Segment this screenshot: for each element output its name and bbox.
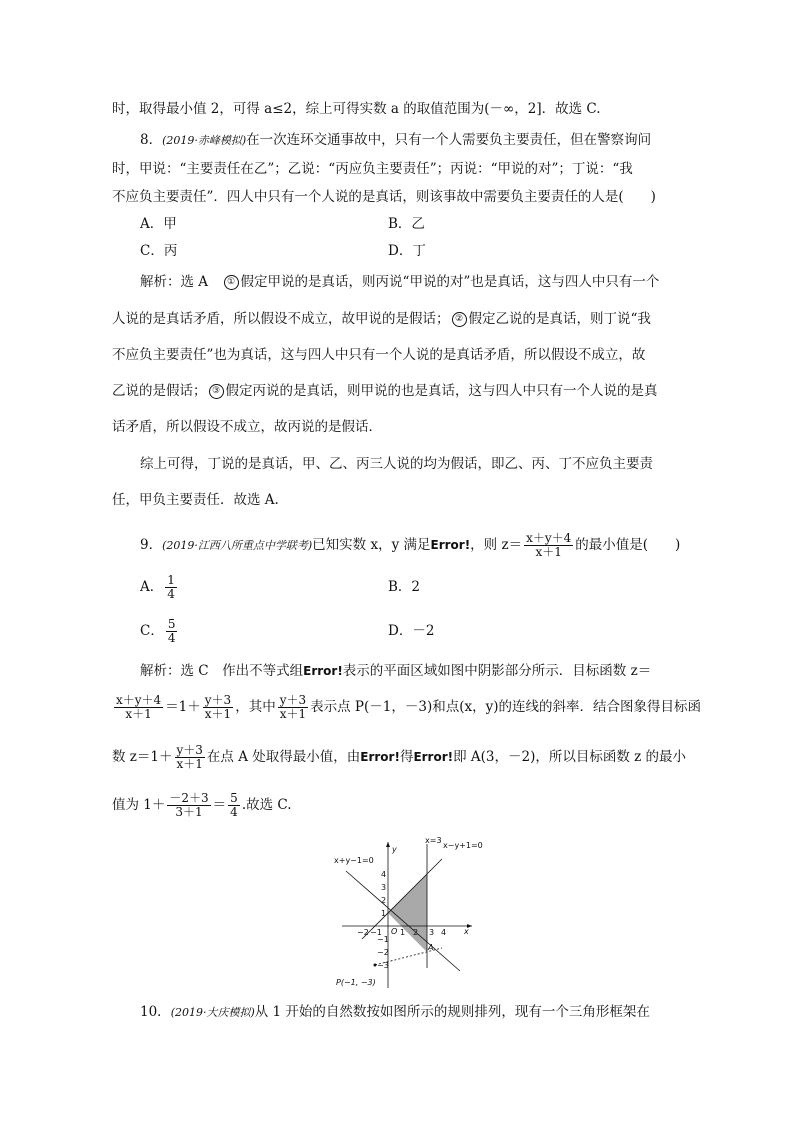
q8-analysis-line5: 话矛盾，所以假设不成立，故丙说的是假话．	[112, 419, 382, 435]
q9-option-c-frac	[166, 618, 178, 645]
q8-option-b: B．乙	[388, 216, 425, 232]
q9-sol-frac5-num: －2＋3	[169, 791, 209, 805]
q9-stem	[140, 530, 680, 561]
q8-stem-line3: 不应负主要责任”．四人中只有一个人说的是真话，则该事故中需要负主要责任的人是( )	[112, 189, 656, 205]
q9-sol-2mid: ，其中	[235, 699, 276, 715]
label-x-equals-3: x=3	[425, 836, 442, 845]
q10-number: 10．	[140, 1004, 171, 1020]
q10-text: 从 1 开始的自然数按如图所示的规则排列，现有一个三角形框架在	[254, 1004, 650, 1020]
q8-option-d: D．丁	[388, 243, 426, 259]
q8-stem-line1	[140, 131, 651, 150]
q9-option-c-num: 5	[167, 617, 176, 631]
q10-source: (2019·大庆模拟)	[170, 1006, 255, 1019]
x-tick: 2	[413, 928, 419, 937]
q10-stem	[140, 1003, 650, 1022]
q8-analysis-text4a: 乙说的是假话；	[112, 383, 207, 399]
error-placeholder: Error!	[303, 664, 343, 678]
q8-analysis-lead: 解析：选 A	[140, 274, 222, 290]
y-axis-arrow	[386, 842, 390, 847]
circle-mark-1: ①	[224, 275, 239, 290]
q8-analysis-line3: 不应负主要责任”也为真话，这与四人中只有一个人说的是真话矛盾，所以假设不成立，故	[112, 347, 646, 363]
q9-sol-frac6-num: 5	[230, 791, 238, 805]
label-P: P(−1, −3)	[336, 978, 376, 987]
q9-option-d: D．－2	[388, 623, 435, 639]
q9-sol-frac6	[228, 792, 240, 819]
q9-sol-frac1-den: x＋1	[125, 707, 152, 721]
feasible-region-graph	[330, 828, 490, 998]
q8-analysis-line1	[140, 273, 659, 291]
q9-option-a-num: 1	[167, 573, 175, 587]
q8-analysis-text4b: 假定丙说的是真话，则甲说的也是真话，这与四人中只有一个人说的是真	[225, 383, 658, 399]
q9-option-b: B．2	[388, 579, 421, 595]
q9-option-a-frac	[165, 574, 177, 601]
q9-sol-4c: .故选 C.	[241, 797, 292, 813]
q9-option-a-den: 4	[167, 587, 175, 601]
x-tick: 3	[429, 928, 435, 937]
circle-mark-3: ③	[209, 384, 224, 399]
error-placeholder: Error!	[430, 538, 471, 552]
q9-sol-frac3	[278, 694, 308, 721]
q8-analysis-line2	[112, 310, 651, 328]
q9-sol-frac3-num: y＋3	[279, 693, 307, 707]
label-x-plus-y-minus-1: x+y−1=0	[334, 856, 374, 865]
x-tick: −2	[357, 928, 369, 937]
q8-stem-text: 在一次连环交通事故中，只有一个人需要负主要责任，但在警察询问	[246, 132, 652, 148]
q9-option-c-den: 4	[167, 631, 176, 645]
x-tick: 4	[441, 928, 447, 937]
q9-solution-line1	[140, 662, 651, 680]
q9-solution-line4	[112, 790, 292, 820]
q8-number: 8．	[140, 132, 163, 148]
q9-sol-4b: ＝	[212, 797, 227, 813]
label-x-minus-y-plus-1: x−y+1=0	[443, 841, 483, 850]
q9-sol-frac4	[175, 744, 205, 771]
q9-sol-frac4-num: y＋3	[176, 743, 203, 757]
q9-solution-line3	[112, 742, 686, 772]
y-tick: −3	[377, 961, 389, 970]
q8-analysis-text2b: 假定乙说的是真话，则丁说“我	[468, 311, 651, 327]
q8-source: (2019·赤峰模拟)	[162, 134, 247, 147]
y-tick: 2	[381, 896, 387, 905]
q9-sol-frac1	[114, 694, 163, 721]
label-x: x	[464, 927, 469, 936]
prev-answer-line: 时，取得最小值 2，可得 a≤2，综上可得实数 a 的取值范围为(－∞，2]．故选 C.	[112, 101, 601, 117]
q9-frac-num: x＋y＋4	[526, 531, 572, 545]
q9-sol-frac4-den: x＋1	[176, 757, 203, 771]
q9-sol-3c: 得	[399, 749, 414, 765]
q8-summary-line2: 任，甲负主要责任．故选 A.	[112, 492, 279, 508]
y-tick: −1	[377, 935, 389, 944]
q9-option-c-label: C．	[140, 623, 164, 639]
q8-summary-line1: 综上可得，丁说的是真话，甲、乙、丙三人说的均为假话，即乙、丙、丁不应负主要责	[140, 456, 653, 472]
q9-sol-frac6-den: 4	[230, 805, 238, 819]
q9-number: 9．	[140, 537, 163, 553]
q9-option-a	[140, 572, 179, 602]
q9-sol-frac1-num: x＋y＋4	[116, 693, 162, 707]
q9-sol-4a: 值为 1＋	[112, 797, 166, 813]
error-placeholder: Error!	[360, 750, 400, 764]
q8-option-c: C．丙	[140, 243, 178, 259]
y-tick: −2	[377, 948, 389, 957]
q8-analysis-text1: 假定甲说的是真话，则丙说“甲说的对”也是真话，这与四人中只有一个	[240, 274, 660, 290]
q9-source: (2019·江西八所重点中学联考)	[162, 539, 313, 552]
q9-sol-2tail: 表示点 P(－1，－3)和点(x，y)的连线的斜率．结合图象得目标函	[310, 699, 701, 715]
q9-solution-line2	[112, 692, 701, 722]
y-tick: 3	[381, 883, 387, 892]
q9-sol-frac2-num: y＋3	[204, 693, 232, 707]
line-x-plus-y-minus-1	[346, 871, 460, 971]
q9-sol-1b: 表示的平面区域如图中阴影部分所示．目标函数 z＝	[342, 663, 652, 679]
q8-analysis-line4	[112, 382, 658, 400]
q9-stem-c: 的最小值是( )	[575, 537, 681, 553]
x-tick: −1	[370, 928, 382, 937]
q9-sol-3b: 在点 A 处取得最小值，由	[206, 749, 361, 765]
label-A: A	[428, 943, 434, 952]
q9-stem-b: ，则 z＝	[470, 537, 523, 553]
q9-sol-3d: 即 A(3，－2)，所以目标函数 z 的最小	[453, 749, 687, 765]
circle-mark-2: ②	[452, 312, 467, 327]
error-placeholder: Error!	[413, 750, 454, 764]
q8-stem-line2: 时，甲说：“主要责任在乙”；乙说：“丙应负主要责任”；丙说：“甲说的对”；丁说：“我	[112, 161, 633, 177]
q9-sol-frac5	[167, 792, 210, 819]
label-y: y	[392, 845, 397, 854]
q9-option-a-label: A．	[140, 579, 164, 595]
q9-sol-frac2	[203, 694, 233, 721]
q9-option-c	[140, 616, 179, 646]
q9-sol-1a: 解析：选 C 作出不等式组	[140, 663, 304, 679]
q9-sol-2eq: ＝1＋	[165, 699, 201, 715]
q9-fraction	[524, 532, 573, 559]
q9-stem-a: 已知实数 x，y 满足	[312, 537, 431, 553]
q8-option-a: A．甲	[140, 216, 177, 232]
q9-sol-frac2-den: x＋1	[204, 707, 232, 721]
q9-sol-frac5-den: 3＋1	[175, 805, 203, 819]
q8-analysis-text2a: 人说的是真话矛盾，所以假设不成立，故甲说的是假话；	[112, 311, 450, 327]
q9-sol-frac3-den: x＋1	[279, 707, 307, 721]
y-tick: 1	[381, 909, 387, 918]
x-tick: 1	[400, 928, 406, 937]
q9-sol-3a: 数 z＝1＋	[112, 749, 173, 765]
q9-frac-den: x＋1	[535, 545, 562, 559]
label-origin: O	[391, 927, 398, 936]
y-tick: 4	[381, 870, 387, 879]
